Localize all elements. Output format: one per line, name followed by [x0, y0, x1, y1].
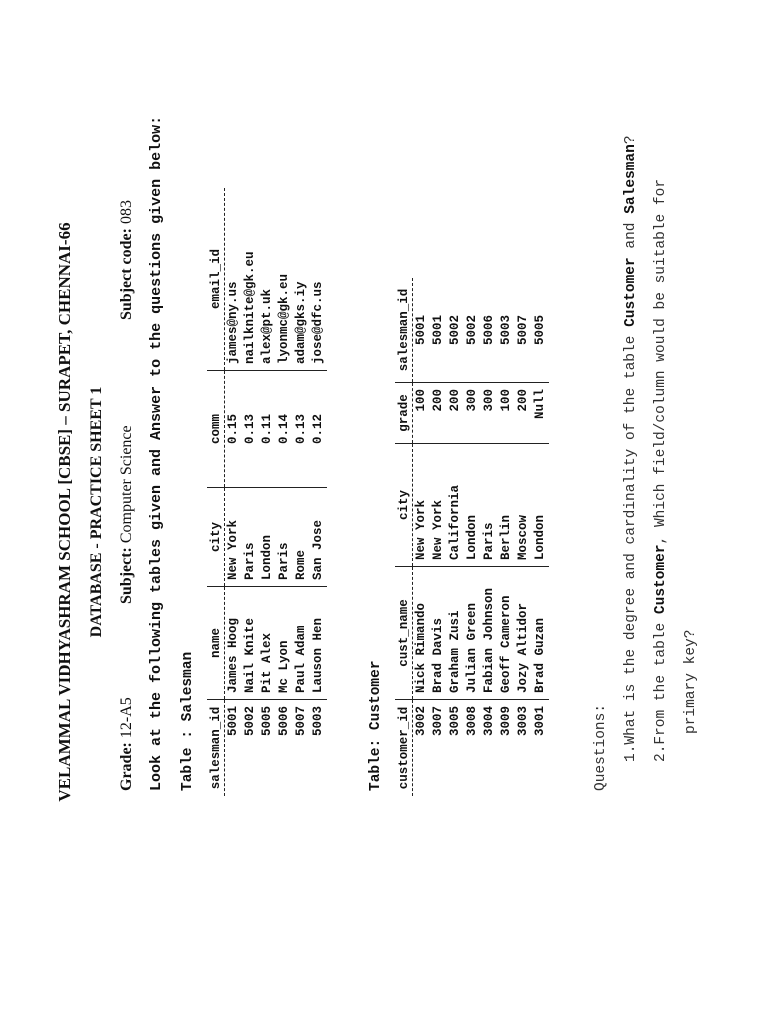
table-cell: 5005: [532, 278, 549, 383]
table-cell: Null: [532, 383, 549, 444]
table-cell: 0.11: [259, 371, 276, 488]
table-cell: 3007: [431, 706, 445, 737]
table-cell: California: [447, 444, 464, 567]
table-cell: Brad Guzan: [532, 567, 549, 700]
question-text: and: [623, 213, 639, 258]
column-header: city: [207, 488, 225, 587]
table-cell: 0.14: [276, 371, 293, 488]
subject-code-label: Subject code:: [118, 228, 135, 320]
subject-info: [118, 425, 136, 604]
column-header: grade: [395, 383, 413, 444]
table-row: [293, 188, 310, 796]
question-number: 2.: [653, 744, 669, 762]
table-cell: 200: [447, 383, 464, 444]
sheet-title: DATABASE - PRACTICE SHEET 1: [88, 386, 105, 638]
table-row: [481, 278, 498, 796]
table-cell: Jozy Altidor: [515, 567, 532, 700]
question-text: What is the degree and cardinality of the table: [623, 326, 639, 745]
table-cell: 0.12: [310, 371, 327, 488]
table-cell: 5003: [498, 278, 515, 383]
table-cell: 3009: [499, 706, 513, 737]
table-cell: London: [259, 488, 276, 587]
table-cell: 3004: [482, 706, 496, 737]
table-cell: Moscow: [515, 444, 532, 567]
table-row: [225, 188, 243, 796]
table-cell: 3002: [414, 706, 428, 737]
table-cell: lyonmc@gk.eu: [276, 188, 293, 371]
table-cell: adam@gks.iy: [293, 188, 310, 371]
table-row: [532, 278, 549, 796]
table-cell: 5002: [464, 278, 481, 383]
table-cell: Paul Adam: [293, 587, 310, 700]
table-row: [242, 188, 259, 796]
table-cell: 5001: [413, 278, 431, 383]
column-header: cust_name: [395, 567, 413, 700]
table-cell: alex@pt.uk: [259, 188, 276, 371]
question-keyword: Customer: [653, 544, 669, 615]
table-cell: 200: [430, 383, 447, 444]
table-cell: James Hoog: [225, 587, 243, 700]
table-cell: Geoff Cameron: [498, 567, 515, 700]
table-cell: 5007: [515, 278, 532, 383]
table-row: [447, 278, 464, 796]
question-1: [623, 135, 639, 762]
table-cell: Nick Rimando: [413, 567, 431, 700]
table-cell: 0.15: [225, 371, 243, 488]
column-header: salesman_id: [395, 278, 413, 383]
table-row: [464, 278, 481, 796]
customer-table: [395, 278, 549, 796]
column-header: city: [395, 444, 413, 567]
subject-code-value: 083: [118, 200, 135, 225]
question-2-continued: primary key?: [683, 629, 699, 734]
column-header: email_id: [207, 188, 225, 371]
table-cell: 5001: [430, 278, 447, 383]
table-row: [310, 188, 327, 796]
table-cell: 200: [515, 383, 532, 444]
question-text: , Which field/column would be suitable for: [653, 178, 669, 545]
table-cell: 5003: [311, 706, 325, 737]
customer-table-caption: Table: Customer: [368, 660, 384, 791]
table-row: [259, 188, 276, 796]
table-cell: Paris: [481, 444, 498, 567]
table-cell: 5006: [277, 706, 291, 737]
customer-header-row: [395, 278, 413, 796]
table-cell: Paris: [276, 488, 293, 587]
table-cell: james@ny.us: [225, 188, 243, 371]
table-cell: 3005: [448, 706, 462, 737]
question-2: [653, 179, 669, 762]
table-cell: Pit Alex: [259, 587, 276, 700]
salesman-header-row: [207, 188, 225, 796]
table-cell: 5006: [481, 278, 498, 383]
table-cell: San Jose: [310, 488, 327, 587]
table-cell: 5002: [447, 278, 464, 383]
subject-label: Subject:: [118, 547, 135, 604]
table-cell: Graham Zusi: [447, 567, 464, 700]
column-header: comm: [207, 371, 225, 488]
table-cell: Julian Green: [464, 567, 481, 700]
table-cell: Paris: [242, 488, 259, 587]
question-text: ?: [623, 135, 639, 145]
table-cell: 3003: [516, 706, 530, 737]
table-row: [413, 278, 431, 796]
subject-code-info: [118, 200, 136, 320]
table-cell: 5001: [226, 706, 240, 737]
question-keyword: Customer: [623, 257, 639, 327]
table-row: [430, 278, 447, 796]
table-cell: 5002: [243, 706, 257, 737]
column-header: customer_id: [395, 700, 413, 797]
question-text: From the table: [653, 614, 669, 745]
table-cell: London: [532, 444, 549, 567]
instructions: Look at the following tables given and Answer to the questions given below:: [148, 115, 165, 791]
table-row: [515, 278, 532, 796]
grade-info: [118, 697, 136, 791]
table-cell: New York: [413, 444, 431, 567]
table-cell: Nail Knite: [242, 587, 259, 700]
grade-label: Grade:: [118, 742, 135, 791]
table-cell: Berlin: [498, 444, 515, 567]
question-keyword: Salesman: [623, 144, 639, 214]
table-cell: Fabian Johnson: [481, 567, 498, 700]
table-cell: nailknite@gk.eu: [242, 188, 259, 371]
table-cell: 0.13: [242, 371, 259, 488]
table-cell: Brad Davis: [430, 567, 447, 700]
table-row: [276, 188, 293, 796]
salesman-table: [207, 188, 327, 796]
table-cell: Lauson Hen: [310, 587, 327, 700]
table-cell: New York: [430, 444, 447, 567]
table-cell: Rome: [293, 488, 310, 587]
table-cell: 5007: [294, 706, 308, 737]
salesman-table-caption: Table : Salesman: [180, 651, 196, 791]
table-cell: jose@dfc.us: [310, 188, 327, 371]
table-cell: 100: [413, 383, 431, 444]
table-cell: 0.13: [293, 371, 310, 488]
column-header: name: [207, 587, 225, 700]
table-cell: 3008: [465, 706, 479, 737]
question-number: 1.: [623, 744, 639, 762]
table-cell: New York: [225, 488, 243, 587]
subject-value: Computer Science: [118, 425, 135, 544]
grade-value: 12-A5: [118, 697, 135, 739]
school-name: VELAMMAL VIDHYASHRAM SCHOOL [CBSE] – SURAPET, CHENNAI-66: [55, 222, 74, 802]
table-cell: 300: [481, 383, 498, 444]
table-cell: 5005: [260, 706, 274, 737]
table-cell: Mc Lyon: [276, 587, 293, 700]
column-header: salesman_id: [207, 700, 225, 797]
table-cell: 100: [498, 383, 515, 444]
table-cell: London: [464, 444, 481, 567]
table-row: [498, 278, 515, 796]
table-cell: 3001: [533, 706, 547, 737]
table-cell: 300: [464, 383, 481, 444]
questions-heading: Questions:: [593, 703, 609, 791]
